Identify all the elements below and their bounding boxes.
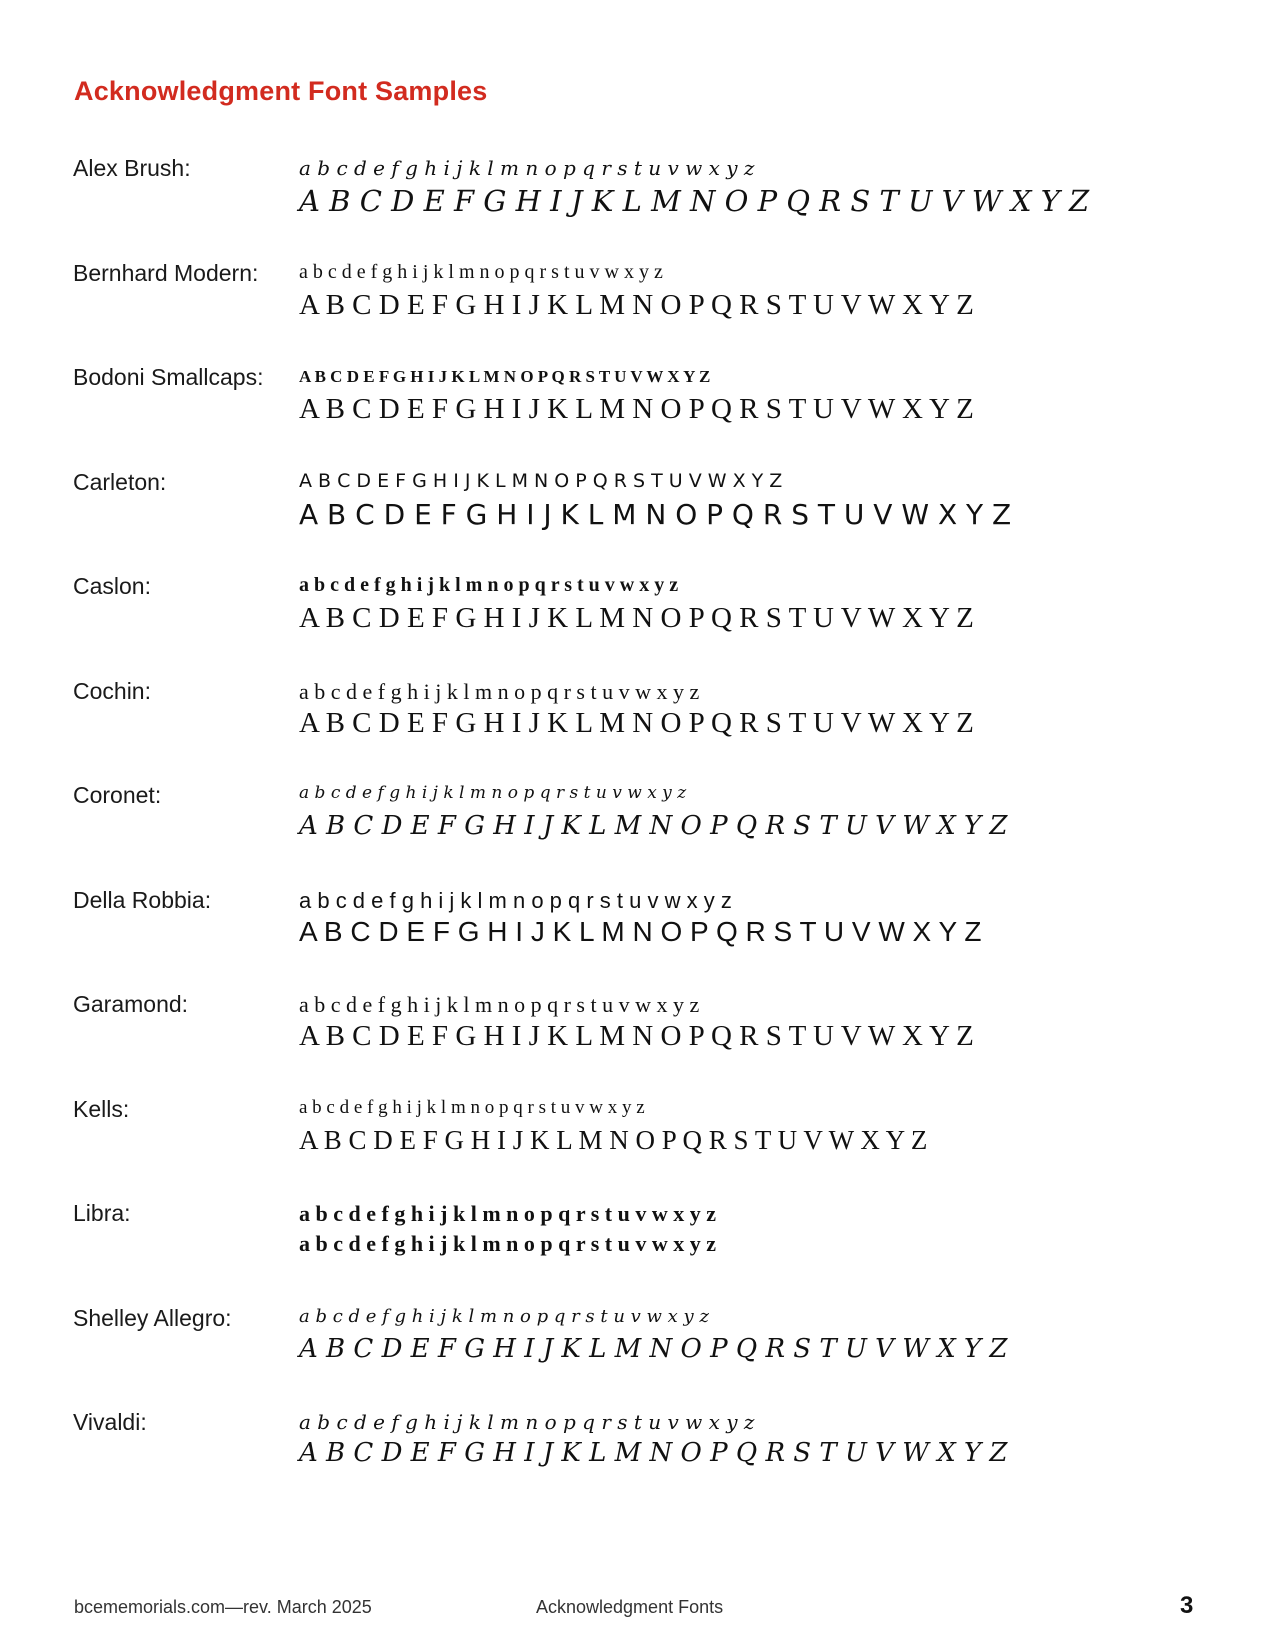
font-name: Caslon:: [73, 573, 151, 599]
small-caps-sample: A B C D E F G H I J K L M N O P Q R S T U V W X Y Z: [299, 469, 783, 492]
font-row-cochin: [73, 673, 1213, 778]
font-row-alex-brush: [73, 150, 1213, 255]
font-sample-list: [73, 150, 1213, 1509]
font-name: Bernhard Modern:: [73, 259, 259, 286]
footer-section-title: Acknowledgment Fonts: [536, 1597, 724, 1617]
lowercase-sample: a b c d e f g h i j k l m n o p q r s t u v w x y z: [299, 260, 663, 283]
lowercase-sample: a b c d e f g h i j k l m n o p q r s t u v w x y z: [299, 1410, 755, 1434]
lowercase-sample: a b c d e f g h i j k l m n o p q r s t u v w x y z: [299, 1305, 709, 1327]
font-name: Coronet:: [73, 782, 162, 808]
font-name: Kells:: [73, 1095, 130, 1122]
font-row-coronet: [73, 777, 1213, 882]
font-row-libra: [73, 1195, 1213, 1300]
uppercase-sample: A B C D E F G H I J K L M N O P Q R S T U V W X Y Z: [299, 915, 982, 947]
page-title: Acknowledgment Font Samples: [74, 76, 488, 106]
uppercase-sample: a b c d e f g h i j k l m n o p q r s t u v w x y z: [299, 1231, 717, 1256]
lowercase-sample: a b c d e f g h i j k l m n o p q r s t u v w x y z: [299, 992, 700, 1017]
footer-website-revision: bcememorials.com—rev. March 2025: [74, 1597, 372, 1617]
font-row-shelley-allegro: [73, 1300, 1213, 1405]
font-row-bodoni-smallcaps: [73, 359, 1213, 464]
uppercase-sample: A B C D E F G H I J K L M N O P Q R S T U V W X Y Z: [299, 602, 974, 634]
uppercase-sample: A B C D E F G H I J K L M N O P Q R S T U V W X Y Z: [299, 811, 1008, 841]
lowercase-sample: a b c d e f g h i j k l m n o p q r s t u v w x y z: [299, 887, 732, 913]
font-row-caslon: [73, 568, 1213, 673]
uppercase-sample: A B C D E F G H I J K L M N O P Q R S T U V W X Y Z: [299, 1438, 1008, 1468]
lowercase-sample: a b c d e f g h i j k l m n o p q r s t u v w x y z: [299, 574, 679, 596]
font-row-bernhard-modern: [73, 255, 1213, 360]
lowercase-sample: a b c d e f g h i j k l m n o p q r s t u v w x y z: [299, 783, 687, 803]
font-row-garamond: [73, 986, 1213, 1091]
uppercase-sample: A B C D E F G H I J K L M N O P Q R S T U V W X Y Z: [299, 184, 1090, 218]
font-name: Carleton:: [73, 468, 167, 495]
font-name: Shelley Allegro:: [73, 1304, 232, 1331]
uppercase-sample: A B C D E F G H I J K L M N O P Q R S T U V W X Y Z: [299, 706, 974, 739]
lowercase-sample: a b c d e f g h i j k l m n o p q r s t u v w x y z: [299, 678, 700, 704]
lowercase-sample: a b c d e f g h i j k l m n o p q r s t u v w x y z: [299, 1201, 717, 1226]
font-name: Della Robbia:: [73, 886, 212, 913]
font-name: Garamond:: [73, 991, 189, 1017]
font-name: Libra:: [73, 1200, 131, 1226]
font-name: Cochin:: [73, 677, 151, 704]
uppercase-sample: A B C D E F G H I J K L M N O P Q R S T U V W X Y Z: [299, 1124, 928, 1155]
font-row-kells: [73, 1091, 1213, 1196]
smallcaps-sample: A B C D E F G H I J K L M N O P Q R S T U V W X Y Z: [299, 367, 711, 386]
font-name: Bodoni Smallcaps:: [73, 364, 264, 390]
page-number: 3: [1180, 1592, 1194, 1619]
font-name: Vivaldi:: [73, 1409, 147, 1435]
uppercase-sample: A B C D E F G H I J K L M N O P Q R S T U V W X Y Z: [299, 1333, 1008, 1364]
font-row-della-robbia: [73, 882, 1213, 987]
font-row-vivaldi: [73, 1404, 1213, 1509]
font-row-carleton: [73, 464, 1213, 569]
font-name: Alex Brush:: [73, 155, 191, 181]
uppercase-sample: A B C D E F G H I J K L M N O P Q R S T U V W X Y Z: [299, 393, 974, 425]
uppercase-sample: A B C D E F G H I J K L M N O P Q R S T U V W X Y Z: [299, 288, 974, 321]
lowercase-sample: a b c d e f g h i j k l m n o p q r s t u v w x y z: [299, 1096, 645, 1118]
lowercase-sample: a b c d e f g h i j k l m n o p q r s t u v w x y z: [299, 156, 755, 180]
uppercase-sample: A B C D E F G H I J K L M N O P Q R S T U V W X Y Z: [299, 497, 1012, 531]
uppercase-sample: A B C D E F G H I J K L M N O P Q R S T U V W X Y Z: [299, 1020, 974, 1052]
